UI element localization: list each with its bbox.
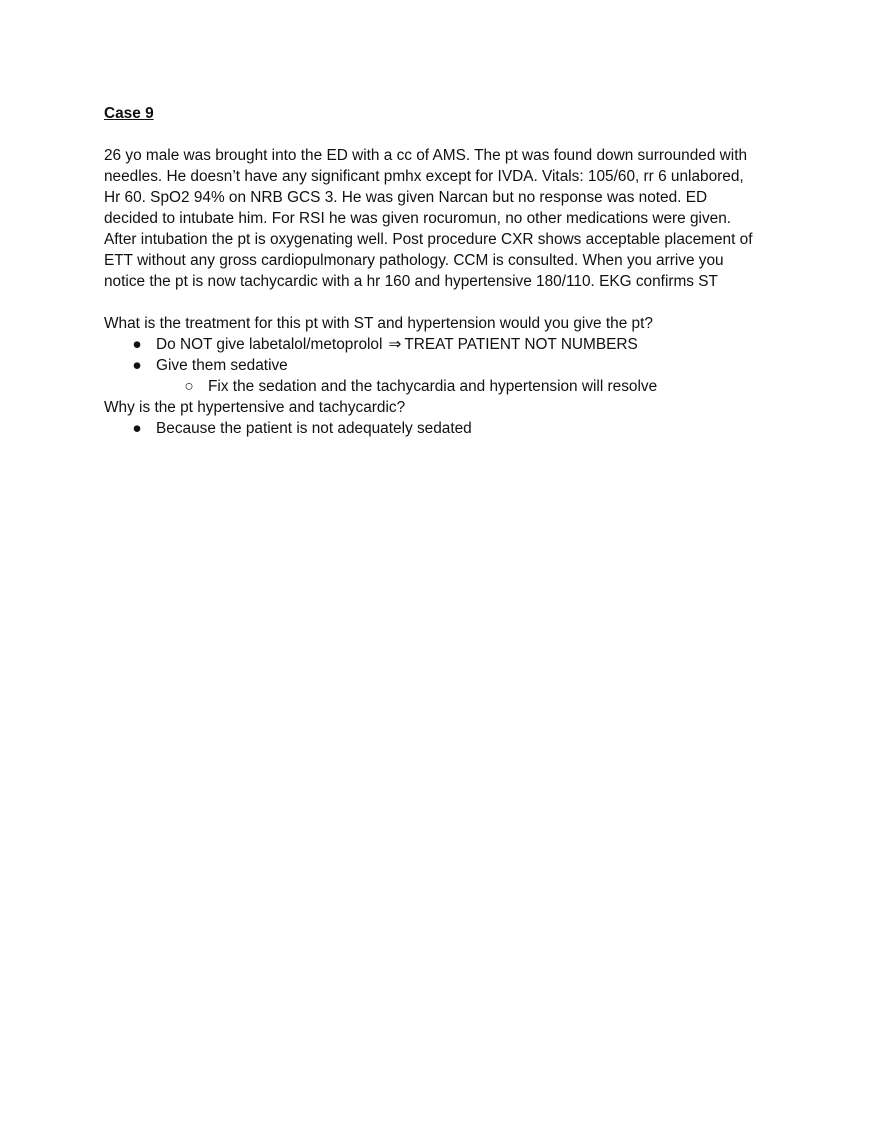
bullet-icon: ● (132, 420, 142, 437)
case-line: ETT without any gross cardiopulmonary pathology. CCM is consulted. When you arrive you (104, 252, 724, 269)
case-title: Case 9 (104, 105, 154, 122)
list-item (104, 355, 794, 397)
cause-list (104, 418, 794, 439)
sub-list (156, 376, 794, 397)
sub-list-item (104, 376, 794, 397)
bullet-icon: ● (132, 336, 142, 353)
list-item-text: Because the patient is not adequately sedated (156, 420, 472, 437)
case-line: After intubation the pt is oxygenating well. Post procedure CXR shows acceptable placement of (104, 231, 753, 248)
list-item-text: TREAT PATIENT NOT NUMBERS (404, 336, 638, 353)
case-line: 26 yo male was brought into the ED with a cc of AMS. The pt was found down surrounded with (104, 147, 748, 164)
case-line: Hr 60. SpO2 94% on NRB GCS 3. He was given Narcan but no response was noted. ED (104, 189, 708, 206)
case-line: notice the pt is now tachycardic with a hr 160 and hypertensive 180/110. EKG confirms ST (104, 273, 718, 290)
case-line: decided to intubate him. For RSI he was given rocuromun, no other medications were given. (104, 210, 732, 227)
list-item-text: Do NOT give labetalol/metoprolol (156, 336, 383, 353)
hollow-bullet-icon: ○ (184, 378, 194, 395)
question-cause: Why is the pt hypertensive and tachycardic? (104, 399, 406, 416)
blank-line (104, 292, 794, 313)
sub-list-item-text: Fix the sedation and the tachycardia and hypertension will resolve (208, 378, 658, 395)
arrow-icon: ⇒ (388, 336, 402, 353)
list-item (104, 418, 794, 439)
document-page (104, 103, 794, 439)
treatment-list (104, 334, 794, 397)
question-treatment: What is the treatment for this pt with ST and hypertension would you give the pt? (104, 315, 653, 332)
case-description (104, 145, 794, 292)
list-item (104, 334, 794, 355)
case-line: needles. He doesn’t have any significant pmhx except for IVDA. Vitals: 105/60, rr 6 unlabored, (104, 168, 744, 185)
list-item-text: Give them sedative (156, 357, 288, 374)
bullet-icon: ● (132, 357, 142, 374)
